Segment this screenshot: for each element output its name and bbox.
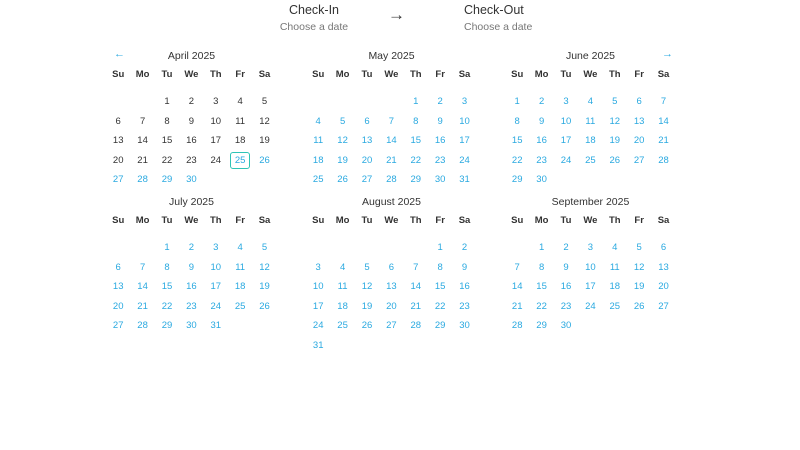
- day-cell[interactable]: 2: [437, 96, 443, 108]
- day-cell[interactable]: 18: [312, 154, 324, 166]
- day-grid: [306, 238, 477, 355]
- weekday-label: Fr: [435, 69, 445, 80]
- day-cell[interactable]: 21: [137, 300, 148, 312]
- month-title: July 2025: [169, 196, 214, 208]
- day-cell[interactable]: 21: [386, 154, 397, 166]
- day-cell[interactable]: 25: [312, 174, 324, 186]
- day-cell[interactable]: 2: [461, 242, 468, 254]
- day-grid: [306, 92, 477, 190]
- day-cell[interactable]: 24: [459, 154, 470, 166]
- empty-day-cell: [130, 238, 154, 258]
- day-cell[interactable]: 13: [361, 135, 373, 147]
- day-cell[interactable]: 23: [186, 300, 197, 312]
- day-cell[interactable]: 27: [361, 174, 373, 186]
- check-out-title: Check-Out: [464, 3, 524, 17]
- weekday-label: Sa: [258, 69, 271, 80]
- day-cell: 24: [210, 154, 222, 166]
- weekday-label: Fr: [235, 215, 245, 226]
- day-cell[interactable]: 25: [609, 300, 621, 312]
- day-cell[interactable]: 28: [137, 320, 148, 332]
- weekday-header: [505, 68, 676, 86]
- day-cell: 21: [137, 154, 148, 166]
- day-cell[interactable]: 7: [388, 115, 395, 127]
- day-cell: 6: [115, 115, 121, 127]
- day-cell[interactable]: 16: [186, 281, 197, 293]
- day-cell[interactable]: 26: [259, 154, 270, 166]
- day-cell[interactable]: 1: [538, 242, 545, 254]
- day-cell[interactable]: 19: [259, 281, 270, 293]
- day-cell: 18: [234, 135, 246, 147]
- weekday-label: Su: [112, 69, 125, 80]
- day-cell[interactable]: 20: [112, 300, 124, 312]
- day-grid: [106, 92, 277, 190]
- day-cell[interactable]: 18: [609, 281, 621, 293]
- day-cell[interactable]: 17: [210, 281, 222, 293]
- day-cell[interactable]: 6: [636, 96, 642, 108]
- day-cell[interactable]: 28: [658, 154, 669, 166]
- day-cell[interactable]: 23: [459, 300, 470, 312]
- day-cell[interactable]: 16: [434, 135, 446, 147]
- day-cell[interactable]: 29: [536, 320, 547, 332]
- day-cell: 23: [186, 154, 197, 166]
- day-cell[interactable]: 9: [538, 115, 545, 127]
- weekday-label: Fr: [235, 69, 245, 80]
- date-range-header: [0, 0, 800, 40]
- day-cell[interactable]: 26: [337, 174, 348, 186]
- day-cell[interactable]: 11: [337, 281, 348, 293]
- day-cell[interactable]: 6: [115, 261, 121, 273]
- day-cell[interactable]: 17: [312, 300, 324, 312]
- day-cell[interactable]: 19: [361, 300, 373, 312]
- day-cell[interactable]: 31: [312, 339, 324, 351]
- day-cell[interactable]: 4: [237, 242, 243, 254]
- weekday-label: We: [384, 215, 399, 226]
- weekday-label: Sa: [458, 215, 471, 226]
- day-cell[interactable]: 31: [459, 174, 470, 186]
- day-cell[interactable]: 22: [410, 154, 422, 166]
- day-cell[interactable]: 26: [633, 300, 645, 312]
- empty-day-cell: [505, 238, 529, 258]
- day-cell[interactable]: 13: [112, 281, 124, 293]
- weekday-label: Th: [209, 215, 222, 226]
- weekday-label: Th: [608, 69, 621, 80]
- day-cell[interactable]: 23: [536, 154, 547, 166]
- day-grid: [505, 238, 676, 336]
- month-title: May 2025: [368, 50, 415, 62]
- day-cell[interactable]: 3: [563, 96, 569, 108]
- day-cell[interactable]: 1: [164, 242, 170, 254]
- weekday-label: Tu: [560, 69, 572, 80]
- day-cell[interactable]: 9: [461, 261, 468, 273]
- weekday-label: Mo: [534, 215, 549, 226]
- day-cell[interactable]: 28: [137, 174, 148, 186]
- day-cell[interactable]: 10: [312, 281, 324, 293]
- day-cell[interactable]: 28: [511, 320, 523, 332]
- day-cell[interactable]: 10: [210, 261, 222, 273]
- day-cell[interactable]: 30: [459, 320, 470, 332]
- weekday-label: Mo: [135, 215, 150, 226]
- day-cell: 4: [237, 96, 243, 108]
- day-cell[interactable]: 12: [337, 135, 348, 147]
- day-cell[interactable]: 22: [161, 300, 173, 312]
- month-calendar: [505, 194, 676, 336]
- day-cell: 11: [235, 115, 246, 127]
- day-cell: 15: [161, 135, 173, 147]
- day-cell[interactable]: 24: [585, 300, 596, 312]
- day-cell[interactable]: 2: [563, 242, 569, 254]
- day-cell: 12: [259, 115, 270, 127]
- day-cell[interactable]: 20: [361, 154, 373, 166]
- day-cell: 10: [210, 115, 222, 127]
- day-cell: 8: [164, 115, 170, 127]
- day-cell[interactable]: 5: [364, 261, 370, 273]
- empty-day-cell: [106, 92, 130, 112]
- empty-day-cell: [379, 92, 403, 112]
- day-cell[interactable]: 17: [560, 135, 572, 147]
- weekday-label: Tu: [161, 69, 173, 80]
- weekday-label: We: [583, 69, 598, 80]
- weekday-label: Su: [112, 215, 125, 226]
- weekday-label: Fr: [634, 215, 644, 226]
- day-cell[interactable]: 5: [612, 96, 618, 108]
- day-cell[interactable]: 6: [364, 115, 370, 127]
- day-cell[interactable]: 31: [210, 320, 222, 332]
- weekday-label: Th: [608, 215, 621, 226]
- day-cell[interactable]: 19: [337, 154, 348, 166]
- day-cell[interactable]: 22: [434, 300, 446, 312]
- next-month-button[interactable]: →: [662, 48, 673, 60]
- day-cell[interactable]: 5: [339, 115, 346, 127]
- day-cell: 17: [210, 135, 222, 147]
- check-in-placeholder: Choose a date: [279, 21, 349, 33]
- day-cell[interactable]: 11: [585, 115, 596, 127]
- day-cell[interactable]: 16: [459, 281, 470, 293]
- weekday-label: Mo: [335, 69, 350, 80]
- day-cell[interactable]: 3: [213, 242, 219, 254]
- day-cell[interactable]: 14: [658, 115, 669, 127]
- day-cell[interactable]: 9: [437, 115, 443, 127]
- day-cell[interactable]: 29: [161, 174, 173, 186]
- day-cell[interactable]: 27: [112, 320, 124, 332]
- day-cell[interactable]: 8: [413, 115, 419, 127]
- empty-day-cell: [106, 238, 130, 258]
- day-cell[interactable]: 1: [413, 96, 419, 108]
- check-out-placeholder: Choose a date: [464, 21, 533, 33]
- day-cell[interactable]: 15: [511, 135, 523, 147]
- day-cell[interactable]: 9: [188, 261, 195, 273]
- month-title: September 2025: [551, 196, 630, 208]
- empty-day-cell: [306, 238, 330, 258]
- day-cell[interactable]: 23: [434, 154, 446, 166]
- weekday-label: Mo: [534, 69, 549, 80]
- day-cell[interactable]: 18: [585, 135, 596, 147]
- day-cell: 13: [112, 135, 124, 147]
- day-cell[interactable]: 3: [461, 96, 468, 108]
- day-cell: 5: [261, 96, 268, 108]
- day-cell[interactable]: 27: [633, 154, 645, 166]
- month-calendar: [106, 194, 277, 336]
- day-cell[interactable]: 27: [658, 300, 669, 312]
- weekday-header: [505, 214, 676, 232]
- day-cell[interactable]: 4: [587, 96, 594, 108]
- day-cell: 9: [188, 115, 195, 127]
- weekday-label: Th: [409, 69, 422, 80]
- month-title: June 2025: [565, 50, 616, 62]
- day-cell[interactable]: 1: [437, 242, 443, 254]
- day-cell[interactable]: 22: [536, 300, 547, 312]
- weekday-label: We: [384, 69, 399, 80]
- day-cell[interactable]: 29: [434, 320, 446, 332]
- day-cell[interactable]: 15: [410, 135, 422, 147]
- day-cell[interactable]: 1: [514, 96, 520, 108]
- check-in-title: Check-In: [288, 3, 340, 17]
- day-cell[interactable]: 20: [658, 281, 669, 293]
- weekday-label: We: [184, 69, 199, 80]
- day-cell[interactable]: 6: [388, 261, 395, 273]
- day-cell[interactable]: 4: [315, 115, 321, 127]
- day-cell: 19: [259, 135, 270, 147]
- day-cell[interactable]: 24: [210, 300, 222, 312]
- day-grid: [106, 238, 277, 336]
- day-cell[interactable]: 8: [538, 261, 545, 273]
- day-cell[interactable]: 27: [386, 320, 397, 332]
- day-cell[interactable]: 8: [437, 261, 443, 273]
- day-cell[interactable]: 9: [563, 261, 569, 273]
- day-cell[interactable]: 20: [633, 135, 645, 147]
- day-cell[interactable]: 14: [410, 281, 422, 293]
- month-calendar: [306, 194, 477, 355]
- day-cell[interactable]: 24: [560, 154, 572, 166]
- day-cell[interactable]: 25: [337, 320, 348, 332]
- day-cell[interactable]: 18: [234, 281, 246, 293]
- day-cell[interactable]: 11: [609, 261, 620, 273]
- day-cell[interactable]: 30: [434, 174, 446, 186]
- day-cell[interactable]: 8: [514, 115, 520, 127]
- day-cell[interactable]: 13: [386, 281, 397, 293]
- right-arrow-icon: →: [388, 5, 405, 24]
- day-cell[interactable]: 25: [585, 154, 596, 166]
- day-cell[interactable]: 7: [413, 261, 419, 273]
- day-cell[interactable]: 10: [585, 261, 596, 273]
- day-cell[interactable]: 24: [312, 320, 324, 332]
- day-cell[interactable]: 12: [259, 261, 270, 273]
- day-cell[interactable]: 28: [410, 320, 422, 332]
- weekday-label: Su: [312, 69, 325, 80]
- day-cell[interactable]: 13: [658, 261, 669, 273]
- day-cell[interactable]: 8: [164, 261, 170, 273]
- day-cell[interactable]: 28: [386, 174, 397, 186]
- day-cell: 20: [112, 154, 124, 166]
- day-cell[interactable]: 7: [139, 261, 146, 273]
- day-cell: 22: [161, 154, 173, 166]
- weekday-label: Th: [209, 69, 222, 80]
- day-cell[interactable]: 17: [585, 281, 596, 293]
- day-cell[interactable]: 14: [386, 135, 397, 147]
- weekday-label: Su: [511, 215, 524, 226]
- day-cell[interactable]: 18: [337, 300, 348, 312]
- day-cell[interactable]: 29: [511, 174, 523, 186]
- day-cell[interactable]: 11: [313, 135, 324, 147]
- day-cell[interactable]: 3: [587, 242, 594, 254]
- day-cell: 3: [213, 96, 219, 108]
- day-cell: 1: [164, 96, 170, 108]
- weekday-label: Mo: [135, 69, 150, 80]
- day-cell[interactable]: 11: [235, 261, 246, 273]
- month-calendar: [306, 48, 477, 190]
- prev-month-button[interactable]: ←: [114, 48, 125, 60]
- day-cell[interactable]: 5: [636, 242, 642, 254]
- weekday-label: Mo: [335, 215, 350, 226]
- day-cell[interactable]: 5: [261, 242, 268, 254]
- weekday-label: Tu: [361, 215, 373, 226]
- empty-day-cell: [404, 238, 428, 258]
- weekday-label: Sa: [657, 215, 670, 226]
- weekday-header: [306, 214, 477, 232]
- month-calendar: [505, 48, 676, 190]
- day-cell[interactable]: 30: [536, 174, 547, 186]
- day-cell[interactable]: 6: [660, 242, 667, 254]
- day-cell[interactable]: 4: [612, 242, 618, 254]
- day-cell: 14: [137, 135, 148, 147]
- day-cell[interactable]: 21: [511, 300, 523, 312]
- day-cell[interactable]: 12: [633, 261, 645, 273]
- day-cell[interactable]: 26: [259, 300, 270, 312]
- today-day-cell[interactable]: 25: [230, 152, 250, 170]
- day-cell[interactable]: 19: [633, 281, 645, 293]
- day-cell[interactable]: 21: [658, 135, 669, 147]
- day-cell[interactable]: 7: [660, 96, 667, 108]
- weekday-label: Su: [511, 69, 524, 80]
- day-cell[interactable]: 15: [161, 281, 173, 293]
- day-cell[interactable]: 21: [410, 300, 422, 312]
- weekday-label: Sa: [458, 69, 471, 80]
- day-cell[interactable]: 15: [536, 281, 547, 293]
- weekday-label: We: [583, 215, 598, 226]
- weekday-label: Fr: [634, 69, 644, 80]
- day-cell[interactable]: 17: [459, 135, 470, 147]
- day-cell: 16: [186, 135, 197, 147]
- day-cell[interactable]: 2: [538, 96, 545, 108]
- weekday-label: Sa: [258, 215, 271, 226]
- day-cell[interactable]: 29: [410, 174, 422, 186]
- day-cell[interactable]: 10: [560, 115, 572, 127]
- day-cell[interactable]: 26: [609, 154, 621, 166]
- day-cell[interactable]: 2: [188, 242, 195, 254]
- weekday-label: Tu: [560, 215, 572, 226]
- day-cell[interactable]: 30: [186, 174, 197, 186]
- day-cell[interactable]: 14: [511, 281, 523, 293]
- day-cell[interactable]: 13: [633, 115, 645, 127]
- day-cell[interactable]: 14: [137, 281, 148, 293]
- day-cell[interactable]: 25: [234, 300, 246, 312]
- empty-day-cell: [306, 92, 330, 112]
- weekday-label: Th: [409, 215, 422, 226]
- day-cell[interactable]: 30: [560, 320, 572, 332]
- day-cell[interactable]: 23: [560, 300, 572, 312]
- day-cell: 7: [139, 115, 146, 127]
- empty-day-cell: [130, 92, 154, 112]
- day-cell[interactable]: 4: [339, 261, 346, 273]
- month-title: April 2025: [167, 50, 216, 62]
- day-cell[interactable]: 29: [161, 320, 173, 332]
- weekday-label: Fr: [435, 215, 445, 226]
- day-cell[interactable]: 16: [536, 135, 547, 147]
- day-cell[interactable]: 27: [112, 174, 124, 186]
- check-out-field[interactable]: [464, 0, 584, 34]
- day-cell[interactable]: 3: [315, 261, 321, 273]
- weekday-label: Sa: [657, 69, 670, 80]
- day-cell[interactable]: 30: [186, 320, 197, 332]
- empty-day-cell: [379, 238, 403, 258]
- empty-day-cell: [355, 92, 379, 112]
- weekday-header: [306, 68, 477, 86]
- day-cell: 2: [188, 96, 195, 108]
- empty-day-cell: [330, 238, 354, 258]
- day-cell[interactable]: 10: [459, 115, 470, 127]
- weekday-label: Su: [312, 215, 325, 226]
- day-cell[interactable]: 12: [361, 281, 373, 293]
- day-grid: [505, 92, 676, 190]
- weekday-label: We: [184, 215, 199, 226]
- day-cell[interactable]: 7: [514, 261, 520, 273]
- day-cell[interactable]: 15: [434, 281, 446, 293]
- day-cell[interactable]: 20: [386, 300, 397, 312]
- weekday-header: [106, 214, 277, 232]
- day-cell[interactable]: 16: [560, 281, 572, 293]
- weekday-header: [106, 68, 277, 86]
- month-title: August 2025: [362, 196, 421, 208]
- weekday-label: Tu: [361, 69, 373, 80]
- empty-day-cell: [330, 92, 354, 112]
- day-cell[interactable]: 22: [511, 154, 523, 166]
- empty-day-cell: [355, 238, 379, 258]
- weekday-label: Tu: [161, 215, 173, 226]
- day-cell[interactable]: 19: [609, 135, 621, 147]
- day-cell[interactable]: 26: [361, 320, 373, 332]
- day-cell[interactable]: 12: [609, 115, 621, 127]
- check-in-field[interactable]: [260, 0, 368, 34]
- month-calendar: [106, 48, 277, 190]
